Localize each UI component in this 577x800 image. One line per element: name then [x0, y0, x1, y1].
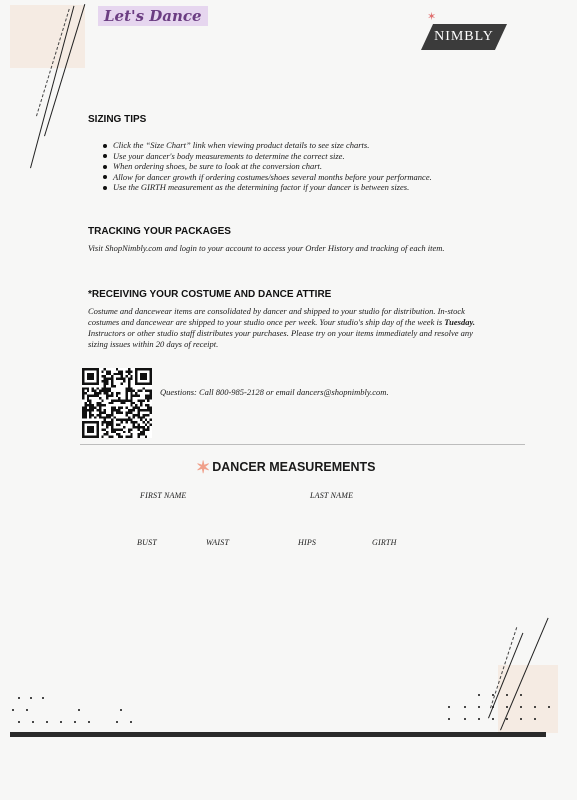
- hips-label: HIPS: [298, 538, 317, 547]
- sizing-tips-list: [102, 140, 432, 193]
- section-divider: [80, 444, 525, 445]
- list-item: Allow for dancer growth if ordering costumes/shoes several months before your performance.: [102, 172, 432, 183]
- list-item: Click the “Size Chart” link when viewing product details to see size charts.: [102, 140, 432, 151]
- logo-text: NIMBLY: [434, 29, 494, 44]
- girth-label: GIRTH: [372, 538, 397, 547]
- first-name-label: FIRST NAME: [140, 491, 187, 500]
- logo-star-icon: ✶: [427, 11, 437, 23]
- star-icon: ✶: [196, 458, 211, 477]
- receiving-heading: *RECEIVING YOUR COSTUME AND DANCE ATTIRE: [88, 289, 332, 300]
- qr-code: [82, 368, 152, 438]
- nimbly-logo: [421, 11, 507, 50]
- receiving-text-part2: Instructors or other studio staff distributes your purchases. Please try on your items immediately and resolve any sizing issues within 20 days of receipt.: [88, 328, 473, 349]
- dancer-measurements-heading: [196, 458, 375, 478]
- last-name-label: LAST NAME: [310, 491, 354, 500]
- list-item: Use your dancer's body measurements to determine the correct size.: [102, 151, 432, 162]
- dancer-measurements-title: DANCER MEASUREMENTS: [212, 460, 376, 474]
- contact-text: Questions: Call 800-985-2128 or email dancers@shopnimbly.com.: [160, 387, 389, 397]
- tracking-heading: TRACKING YOUR PACKAGES: [88, 226, 231, 237]
- bust-label: BUST: [137, 538, 157, 547]
- footer-bar: [10, 732, 546, 737]
- brand-lets-dance: Let's Dance: [98, 6, 208, 26]
- receiving-text-part1: Costume and dancewear items are consolidated by dancer and shipped to your studio for distribution. In-stock costumes and dancewear are shipped to your studio once per week. Your studio's ship day of the week is: [88, 306, 465, 327]
- tracking-text: Visit ShopNimbly.com and login to your account to access your Order History and tracking of each item.: [88, 243, 445, 253]
- ship-day: Tuesday.: [444, 317, 476, 327]
- list-item: Use the GIRTH measurement as the determining factor if your dancer is between sizes.: [102, 182, 432, 193]
- waist-label: WAIST: [206, 538, 230, 547]
- decorative-pink-block-bottom: [498, 665, 558, 733]
- sizing-tips-heading: SIZING TIPS: [88, 114, 147, 125]
- receiving-text: [88, 306, 488, 350]
- list-item: When ordering shoes, be sure to look at the conversion chart.: [102, 161, 432, 172]
